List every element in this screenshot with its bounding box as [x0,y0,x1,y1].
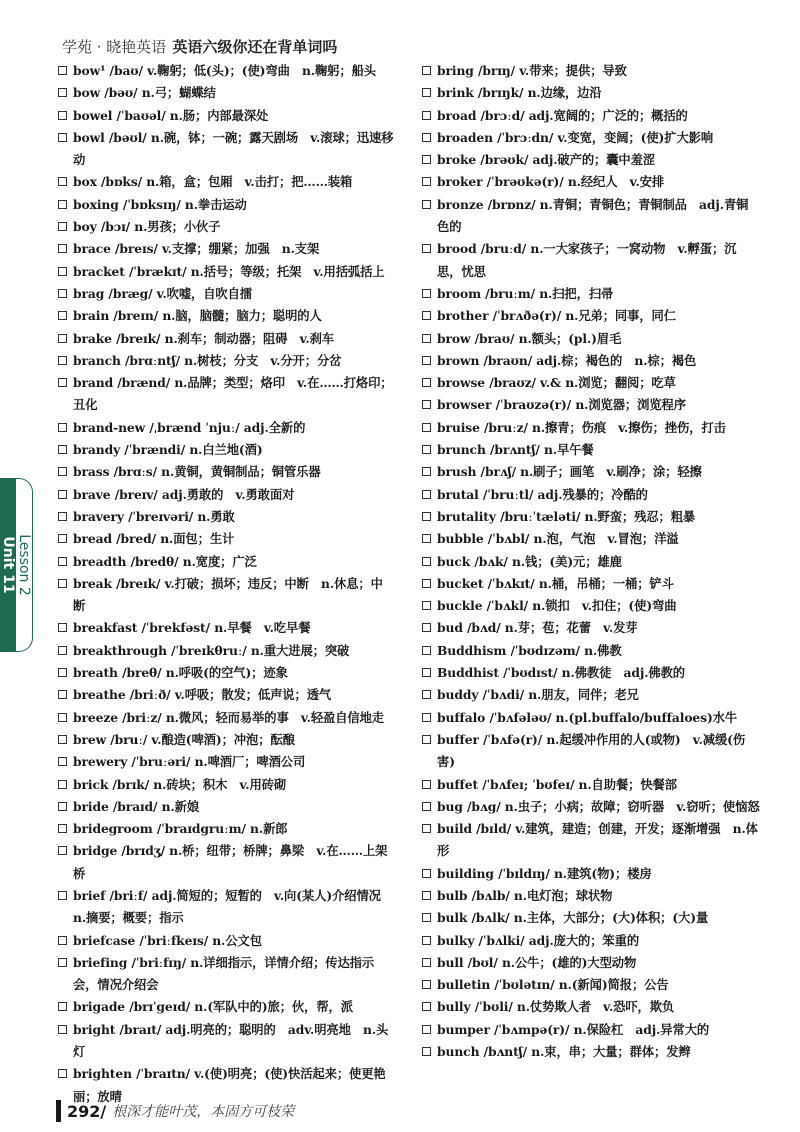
checkbox-icon[interactable] [58,133,67,142]
vocab-entry [420,796,760,818]
footer-motto: 根深才能叶茂，本固方可枝荣 [112,1104,295,1120]
vocab-entry-text: boxing /ˈbɒksɪŋ/ n.拳击运动 [73,196,247,212]
vocab-entry-text: bucket /ˈbʌkɪt/ n.桶，吊桶；一桶；铲斗 [437,575,674,591]
vocab-entry-text: bubble /ˈbʌbl/ n.泡，气泡 v.冒泡；洋溢 [437,531,679,547]
vocab-entry-text: brandy /ˈbrændi/ n.白兰地(酒) [73,442,263,458]
checkbox-icon[interactable] [422,512,431,521]
checkbox-icon[interactable] [422,1002,431,1011]
vocab-entry [56,305,394,327]
vocab-entry-text: brass /brɑːs/ n.黄铜，黄铜制品；铜管乐器 [73,464,321,480]
vocab-entry-text: branch /brɑːntʃ/ n.树枝；分支 v.分开；分岔 [73,352,342,368]
checkbox-icon[interactable] [58,846,67,855]
vocab-entry-text: briefcase /ˈbriːfkeɪs/ n.公文包 [73,932,262,948]
vocab-entry-text: brew /bruː/ v.酿造(啤酒)；冲泡；酝酿 [73,731,295,747]
vocab-entry [420,617,760,639]
vocab-entry [420,930,760,952]
checkbox-icon[interactable] [422,780,431,789]
vocab-entry [56,551,394,573]
vocab-entry-text: build /bɪld/ v.建筑，建造；创建，开发；逐渐增强 n.体形 [437,821,758,859]
vocab-entry [420,684,760,706]
footer-bar [56,1100,61,1122]
vocab-entry-text: bunch /bʌntʃ/ n.束，串；大量；群体；发辫 [437,1044,691,1060]
vocab-entry [56,684,394,706]
vocab-entry-text: brood /bruːd/ n.一大家孩子；一窝动物 v.孵蛋；沉思，忧思 [437,241,737,279]
vocab-entry-text: brother /ˈbrʌðə(r)/ n.兄弟；同事，同仁 [437,308,676,324]
vocab-entry-text: brain /breɪn/ n.脑，脑髓；脑力；聪明的人 [73,308,322,324]
checkbox-icon[interactable] [58,1025,67,1034]
checkbox-icon[interactable] [58,780,67,789]
checkbox-icon[interactable] [58,512,67,521]
vocab-entry-text: boy /bɔɪ/ n.男孩；小伙子 [73,219,221,235]
checkbox-icon[interactable] [58,534,67,543]
vocab-entry [420,350,760,372]
vocab-entry [56,417,394,439]
vocab-entry-text: bulk /bʌlk/ n.主体，大部分；(大)体积；(大)量 [437,910,709,926]
vocab-entry [420,439,760,461]
checkbox-icon[interactable] [58,66,67,75]
vocab-entry [420,573,760,595]
vocab-entry-text: broad /brɔːd/ adj.宽阔的；广泛的；概括的 [437,107,688,123]
vocab-entry-text: buck /bʌk/ n.钱；(美)元；雄鹿 [437,553,622,569]
vocab-entry [56,840,394,885]
vocab-entry-text: breadth /bredθ/ n.宽度；广泛 [73,553,257,569]
vocab-entry [420,595,760,617]
vocab-entry [420,974,760,996]
vocab-entry [56,818,394,840]
left-column [56,60,394,1108]
vocab-entry [56,996,394,1018]
vocab-entry-text: bow /bəʊ/ n.弓；蝴蝶结 [73,85,216,101]
checkbox-icon[interactable] [422,980,431,989]
checkbox-icon[interactable] [58,757,67,766]
checkbox-icon[interactable] [422,289,431,298]
vocab-entry [56,952,394,997]
vocab-entry-text: brighten /ˈbraɪtn/ v.(使)明亮；(使)快活起来；使更艳丽；放晴 [73,1066,386,1104]
vocab-entry [56,528,394,550]
header-title: 英语六级你还在背单词吗 [172,37,338,56]
vocab-entry-text: brow /braʊ/ n.额头；(pl.)眉毛 [437,330,622,346]
right-column [420,60,760,1063]
checkbox-icon[interactable] [58,891,67,900]
checkbox-icon[interactable] [422,1047,431,1056]
vocab-entry-text: breath /breθ/ n.呼吸(的空气)；迹象 [73,665,288,681]
vocab-entry [56,283,394,305]
checkbox-icon[interactable] [422,400,431,409]
vocab-entry [420,996,760,1018]
vocab-entry-text: brag /bræg/ v.吹嘘，自吹自擂 [73,285,253,301]
vocab-entry [420,1019,760,1041]
vocab-entry [420,328,760,350]
vocab-entry [420,461,760,483]
lesson-label: Lesson 2 [16,534,32,596]
checkbox-icon[interactable] [58,646,67,655]
vocab-entry-text: bruise /bruːz/ n.擦青；伤痕 v.擦伤；挫伤，打击 [437,419,726,435]
vocab-entry [420,662,760,684]
vocab-entry [56,1019,394,1064]
vocab-entry [56,350,394,372]
unit-label-block [0,479,16,651]
vocab-entry-text: brush /brʌʃ/ n.刷子；画笔 v.刷净；涂；轻擦 [437,464,702,480]
vocab-entry-text: brief /briːf/ adj.简短的；短暂的 v.向(某人)介绍情况 n.摘要；概要；指示 [73,887,394,926]
checkbox-icon[interactable] [422,1025,431,1034]
checkbox-icon[interactable] [58,490,67,499]
vocab-entry-text: bridegroom /ˈbraɪdgruːm/ n.新郎 [73,821,288,837]
vocab-entry [56,194,394,216]
vocab-entry-text: brown /braʊn/ adj.棕；褐色的 n.棕；褐色 [437,352,697,368]
vocab-entry-text: bridge /brɪdʒ/ n.桥；纽带；桥牌；鼻梁 v.在……上架桥 [73,843,388,881]
vocab-entry-text: Buddhist /ˈbʊdɪst/ n.佛教徒 adj.佛教的 [437,665,685,681]
vocab-entry-text: bud /bʌd/ n.芽；苞；花蕾 v.发芽 [437,620,638,636]
vocab-entry [56,729,394,751]
checkbox-icon[interactable] [422,88,431,97]
vocab-entry [420,372,760,394]
checkbox-icon[interactable] [58,289,67,298]
checkbox-icon[interactable] [58,356,67,365]
checkbox-icon[interactable] [58,1069,67,1078]
vocab-entry-text: bow¹ /baʊ/ v.鞠躬；低(头)；(使)弯曲 n.鞠躬；船头 [73,63,376,78]
checkbox-icon[interactable] [422,646,431,655]
vocab-entry [420,885,760,907]
vocab-entry [56,261,394,283]
checkbox-icon[interactable] [58,713,67,722]
unit-label: Unit 11 [0,536,16,594]
checkbox-icon[interactable] [422,623,431,632]
vocab-entry-text: brake /breɪk/ n.刹车；制动器；阻碍 v.刹车 [73,330,334,346]
vocab-entry [420,707,760,729]
vocab-entry [420,305,760,327]
checkbox-icon[interactable] [422,155,431,164]
unit-side-tab [0,478,33,652]
checkbox-icon[interactable] [422,423,431,432]
vocab-entry-text: brace /breɪs/ v.支撑；绷紧；加强 n.支架 [73,241,320,257]
vocab-entry-text: buffer /ˈbʌfə(r)/ n.起缓冲作用的人(或物) v.减缓(伤害) [437,731,746,770]
vocab-entry [420,82,760,104]
checkbox-icon[interactable] [422,534,431,543]
vocab-entry [420,394,760,416]
checkbox-icon[interactable] [58,334,67,343]
vocab-entry-text: brick /brɪk/ n.砖块；积木 v.用砖砌 [73,776,287,792]
checkbox-icon[interactable] [58,111,67,120]
vocab-entry [56,171,394,193]
vocab-entry [420,729,760,774]
vocab-entry [420,907,760,929]
vocab-entry-text: bull /bʊl/ n.公牛；(雄的)大型动物 [437,954,637,970]
checkbox-icon[interactable] [422,490,431,499]
vocab-entry-text: bully /ˈbʊli/ n.仗势欺人者 v.恐吓，欺负 [437,999,675,1015]
checkbox-icon[interactable] [422,713,431,722]
vocab-entry [56,774,394,796]
vocab-entry [56,796,394,818]
vocab-entry [56,461,394,483]
page-footer [56,1098,294,1124]
checkbox-icon[interactable] [422,958,431,967]
checkbox-icon[interactable] [58,668,67,677]
vocab-entry-text: brutality /bruːˈtæləti/ n.野蛮；残忍；粗暴 [437,508,696,524]
vocab-entry-text: bring /brɪŋ/ v.带来；提供；导致 [437,63,627,78]
vocab-entry-text: buddy /ˈbʌdi/ n.朋友，同伴；老兄 [437,687,639,703]
checkbox-icon[interactable] [422,802,431,811]
vocab-entry-text: Buddhism /ˈbʊdɪzəm/ n.佛教 [437,642,622,658]
vocab-entry [420,774,760,796]
vocab-entry [56,105,394,127]
checkbox-icon[interactable] [58,378,67,387]
vocab-entry-text: bowel /ˈbaʊəl/ n.肠；内部最深处 [73,107,269,123]
vocab-entry [420,127,760,149]
checkbox-icon[interactable] [58,958,67,967]
vocab-entry [420,640,760,662]
checkbox-icon[interactable] [422,66,431,75]
header-brand: 学苑 · 晓艳英语 [62,37,167,56]
vocab-entry-text: brand /brænd/ n.品牌；类型；烙印 v.在……打烙印；丑化 [73,375,393,413]
vocab-entry-text: bowl /bəʊl/ n.碗，钵；一碗；露天剧场 v.滚球；迅速移动 [73,129,394,168]
vocab-entry [420,194,760,239]
checkbox-icon[interactable] [422,378,431,387]
vocab-entry-text: box /bɒks/ n.箱，盒；包厢 v.击打；把……装箱 [73,174,353,190]
vocab-entry [420,60,760,82]
checkbox-icon[interactable] [422,244,431,253]
vocab-entry [420,283,760,305]
checkbox-icon[interactable] [422,467,431,476]
vocab-entry [56,238,394,260]
vocab-entry-text: brunch /brʌntʃ/ n.早午餐 [437,442,594,458]
vocab-entry-text: breakfast /ˈbrekfəst/ n.早餐 v.吃早餐 [73,620,311,636]
vocab-entry-text: bravery /ˈbreɪvəri/ n.勇敢 [73,508,235,524]
checkbox-icon[interactable] [58,177,67,186]
checkbox-icon[interactable] [422,111,431,120]
page-header [62,34,337,58]
vocab-entry [56,60,394,82]
vocab-entry-text: browser /ˈbraʊzə(r)/ n.浏览器；浏览程序 [437,397,686,413]
checkbox-icon[interactable] [58,1002,67,1011]
vocab-entry-text: broom /bruːm/ n.扫把，扫帚 [437,285,614,301]
vocab-entry-text: bug /bʌg/ n.虫子；小病；故障；窃听器 v.窃听；使恼怒 [437,798,760,814]
vocab-entry [56,573,394,618]
vocab-entry-text: briefing /ˈbriːfɪŋ/ n.详细指示，详情介绍；传达指示会，情况介绍会 [73,954,375,993]
checkbox-icon[interactable] [422,668,431,677]
checkbox-icon[interactable] [422,690,431,699]
page-number: 292/ [67,1101,107,1121]
vocab-entry-text: bracket /ˈbrækɪt/ n.括号；等级；托架 v.用括弧括上 [73,263,385,279]
vocab-entry-text: building /ˈbɪldɪŋ/ n.建筑(物)；楼房 [437,865,652,881]
checkbox-icon[interactable] [422,824,431,833]
vocab-entry [420,484,760,506]
checkbox-icon[interactable] [58,579,67,588]
vocab-entry [56,82,394,104]
vocab-entry-text: buckle /ˈbʌkl/ n.锁扣 v.扣住；(使)弯曲 [437,598,677,614]
checkbox-icon[interactable] [58,200,67,209]
vocab-entry-text: bulb /bʌlb/ n.电灯泡；球状物 [437,887,613,903]
vocab-entry-text: brink /brɪŋk/ n.边缘，边沿 [437,85,602,101]
vocab-entry-text: broaden /ˈbrɔːdn/ v.变宽，变阔；(使)扩大影响 [437,129,714,145]
vocab-entry-text: buffalo /ˈbʌfələʊ/ n.(pl.buffalo/buffaloes)水牛 [437,709,738,725]
vocab-entry-text: bulky /ˈbʌlki/ adj.庞大的；笨重的 [437,932,640,948]
vocab-entry-text: bride /braɪd/ n.新娘 [73,798,200,814]
vocab-entry-text: broker /ˈbrəʊkə(r)/ n.经纪人 v.安排 [437,174,665,190]
vocab-entry-text: break /breɪk/ v.打破；损坏；违反；中断 n.休息；中断 [73,575,383,614]
vocab-entry [420,952,760,974]
checkbox-icon[interactable] [422,177,431,186]
vocab-entry [420,818,760,863]
checkbox-icon[interactable] [422,445,431,454]
checkbox-icon[interactable] [422,133,431,142]
vocab-entry [420,105,760,127]
checkbox-icon[interactable] [58,311,67,320]
checkbox-icon[interactable] [422,913,431,922]
vocab-entry-text: breakthrough /ˈbreɪkθruː/ n.重大进展；突破 [73,642,350,658]
vocab-entry [56,328,394,350]
vocab-entry [56,216,394,238]
checkbox-icon[interactable] [58,445,67,454]
vocab-entry-text: buffet /ˈbʌfeɪ; ˈbʊfeɪ/ n.自助餐；快餐部 [437,776,677,792]
vocab-entry-text: bread /bred/ n.面包；生计 [73,531,235,547]
vocab-entry-text: brutal /ˈbruːtl/ adj.残暴的；冷酷的 [437,486,648,502]
vocab-entry [56,439,394,461]
vocab-entry-text: breathe /briːð/ v.呼吸；散发；低声说；透气 [73,687,332,703]
vocab-entry [420,171,760,193]
checkbox-icon[interactable] [58,735,67,744]
checkbox-icon[interactable] [58,824,67,833]
vocab-entry [56,640,394,662]
vocab-entry [56,662,394,684]
vocab-entry-text: brand-new /ˌbrænd ˈnjuː/ adj.全新的 [73,419,306,435]
checkbox-icon[interactable] [58,802,67,811]
checkbox-icon[interactable] [422,601,431,610]
checkbox-icon[interactable] [422,891,431,900]
checkbox-icon[interactable] [58,88,67,97]
checkbox-icon[interactable] [422,557,431,566]
vocab-entry [420,863,760,885]
vocab-entry [420,417,760,439]
vocab-entry [420,551,760,573]
vocab-entry-text: bulletin /ˈbʊlətɪn/ n.(新闻)简报；公告 [437,977,669,993]
checkbox-icon[interactable] [422,311,431,320]
vocab-entry [56,127,394,172]
checkbox-icon[interactable] [58,467,67,476]
checkbox-icon[interactable] [422,579,431,588]
checkbox-icon[interactable] [422,334,431,343]
checkbox-icon[interactable] [58,690,67,699]
vocab-entry-text: bronze /brɒnz/ n.青铜；青铜色；青铜制品 adj.青铜色的 [437,196,749,235]
vocab-entry [56,506,394,528]
checkbox-icon[interactable] [58,267,67,276]
checkbox-icon[interactable] [422,869,431,878]
vocab-entry-text: brave /breɪv/ adj.勇敢的 v.勇敢面对 [73,486,295,502]
checkbox-icon[interactable] [58,222,67,231]
checkbox-icon[interactable] [422,735,431,744]
vocab-entry [56,484,394,506]
vocab-entry [56,751,394,773]
checkbox-icon[interactable] [58,623,67,632]
vocab-entry-text: browse /braʊz/ v.& n.浏览；翻阅；吃草 [437,375,676,391]
vocab-entry [420,1041,760,1063]
vocab-entry-text: broke /brəʊk/ adj.破产的；囊中羞涩 [437,152,656,168]
vocab-entry-text: brigade /brɪˈgeɪd/ n.(军队中的)旅；伙，帮，派 [73,999,353,1015]
vocab-entry [56,885,394,930]
checkbox-icon[interactable] [422,356,431,365]
checkbox-icon[interactable] [58,557,67,566]
vocab-entry-text: brewery /ˈbruːəri/ n.啤酒厂；啤酒公司 [73,754,306,770]
checkbox-icon[interactable] [58,936,67,945]
checkbox-icon[interactable] [58,244,67,253]
checkbox-icon[interactable] [422,200,431,209]
checkbox-icon[interactable] [58,423,67,432]
vocab-entry [420,149,760,171]
vocab-entry [56,617,394,639]
vocab-entry-text: breeze /briːz/ n.微风；轻而易举的事 v.轻盈自信地走 [73,709,385,725]
vocab-entry [56,930,394,952]
vocab-entry [56,707,394,729]
vocab-entry-text: bright /braɪt/ adj.明亮的；聪明的 adv.明亮地 n.头灯 [73,1021,389,1060]
vocab-entry-text: bumper /ˈbʌmpə(r)/ n.保险杠 adj.异常大的 [437,1021,710,1037]
lesson-label-block [16,479,32,651]
vocab-entry [420,506,760,528]
vocab-entry [420,238,760,283]
checkbox-icon[interactable] [422,936,431,945]
vocab-entry [56,372,394,417]
vocab-entry [420,528,760,550]
